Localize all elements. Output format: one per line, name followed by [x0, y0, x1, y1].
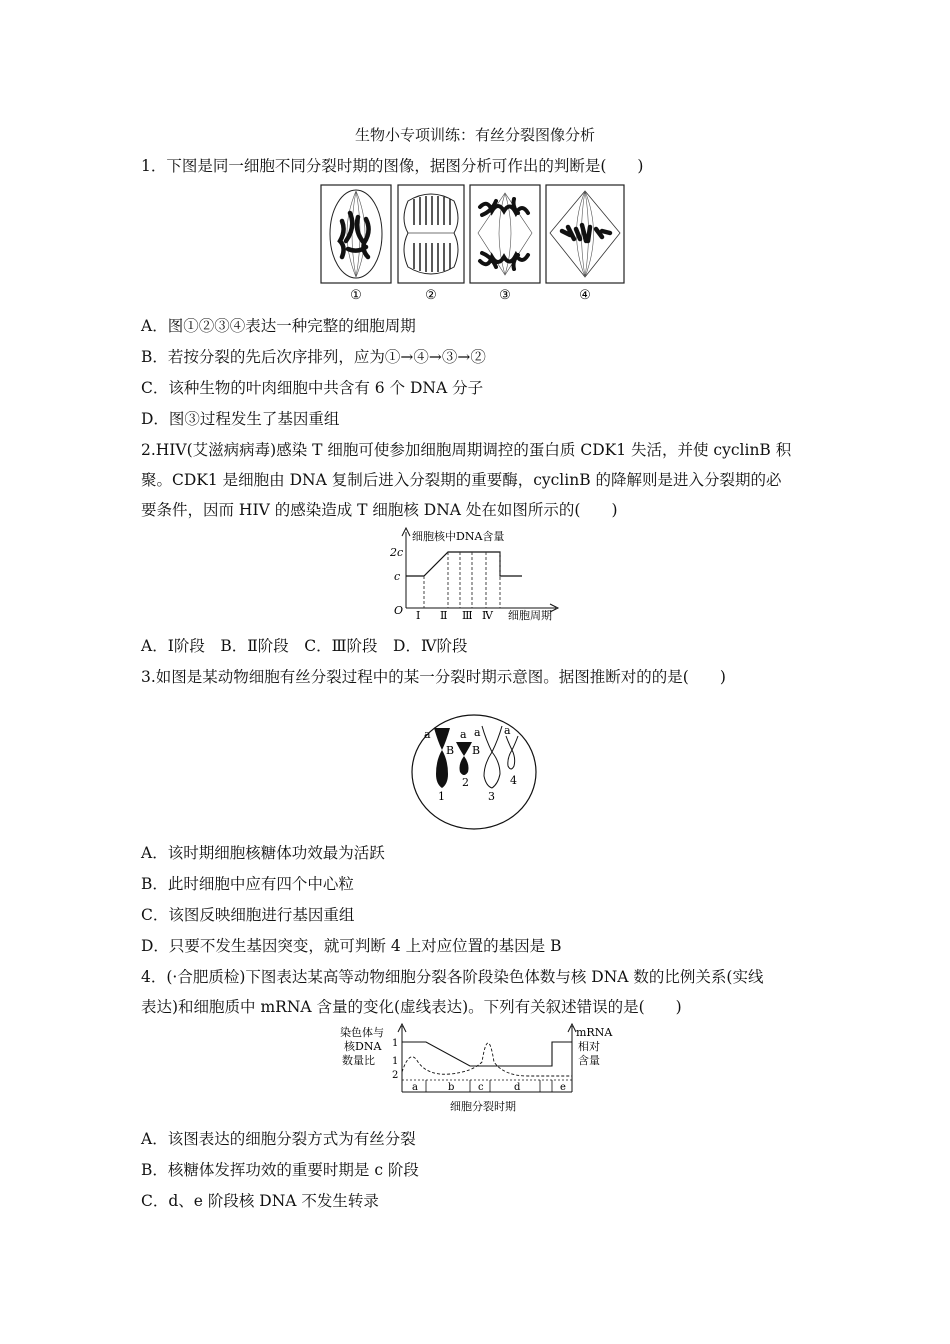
q2-options: A．Ⅰ阶段 B．Ⅱ阶段 C．Ⅲ阶段 D．Ⅳ阶段 — [141, 637, 468, 655]
chromosome-number-3: 3 — [488, 790, 495, 803]
gene-label-b-2: B — [472, 744, 481, 757]
gene-label-a-2: a — [460, 728, 467, 741]
q4-xtick-e: e — [560, 1082, 566, 1093]
q3-option-a: A．该时期细胞核糖体功效最为活跃 — [141, 844, 385, 862]
chromosome-number-2: 2 — [462, 776, 469, 789]
page-title: 生物小专项训练：有丝分裂图像分析 — [354, 126, 595, 144]
q1-option-c: C．该种生物的叶肉细胞中共含有 6 个 DNA 分子 — [141, 379, 484, 397]
q4-xtick-c: c — [478, 1082, 484, 1093]
gene-label-a-1: a — [424, 728, 431, 741]
q1-cell-figure — [318, 183, 630, 305]
gene-label-b-1: B — [446, 744, 455, 757]
q4-xtick-a: a — [412, 1082, 418, 1093]
q1-option-a: A．图①②③④表达一种完整的细胞周期 — [141, 317, 416, 335]
q2-xtick-3: Ⅲ — [462, 609, 473, 622]
cell-1-label: ① — [350, 288, 362, 303]
q4-left-label-1: 染色体与 — [340, 1026, 384, 1039]
q2-dna-graph — [388, 526, 568, 622]
chromosome-number-1: 1 — [438, 790, 445, 803]
cell-4-image — [546, 185, 624, 283]
q2-ytick-c: c — [394, 570, 401, 583]
q2-xtick-2: Ⅱ — [440, 609, 448, 622]
q4-right-label-3: 含量 — [578, 1054, 600, 1067]
q4-xtick-d: d — [514, 1082, 521, 1093]
q3-cell-figure — [408, 712, 540, 832]
q4-ratio-graph — [338, 1022, 616, 1118]
q2-xlabel: 细胞周期 — [508, 609, 552, 622]
chromosome-3 — [482, 726, 502, 788]
q4-option-b: B．核糖体发挥功效的重要时期是 c 阶段 — [141, 1161, 419, 1179]
chromosome-2 — [456, 742, 472, 775]
q3-stem: 3.如图是某动物细胞有丝分裂过程中的某一分裂时期示意图。据图推断对的的是( ) — [141, 668, 726, 686]
q1-option-d: D．图③过程发生了基因重组 — [141, 410, 340, 428]
q2-xtick-1: Ⅰ — [416, 609, 421, 622]
chromosome-1 — [434, 728, 450, 788]
q4-right-label-2: 相对 — [578, 1040, 600, 1053]
q4-stem-line-2: 表达)和细胞质中 mRNA 含量的变化(虚线表达)。下列有关叙述错误的是( ) — [141, 998, 682, 1016]
q2-ylabel: 细胞核中DNA含量 — [412, 530, 505, 543]
cell-3-label: ③ — [499, 288, 511, 303]
q1-stem: 1．下图是同一细胞不同分裂时期的图像，据图分析可作出的判断是( ) — [141, 157, 644, 175]
gene-label-a-4: a — [504, 724, 511, 737]
cell-2-label: ② — [425, 288, 437, 303]
q4-ytick-1: 1 — [392, 1038, 399, 1049]
q4-xtick-b: b — [448, 1082, 455, 1093]
q2-xtick-4: Ⅳ — [482, 609, 493, 622]
q4-stem-line-1: 4．(·合肥质检)下图表达某高等动物细胞分裂各阶段染色体数与核 DNA 数的比例关系(实线 — [141, 968, 764, 986]
q2-stem-line-2: 聚。CDK1 是细胞由 DNA 复制后进入分裂期的重要酶，cyclinB 的降解则是进入分裂期的必 — [141, 471, 782, 489]
q4-left-label-2: 核DNA — [344, 1040, 382, 1053]
q2-origin: O — [394, 604, 404, 617]
cell-4-label: ④ — [579, 288, 591, 303]
q3-option-d: D．只要不发生基因突变，就可判断 4 上对应位置的基因是 B — [141, 937, 562, 955]
chromosome-number-4: 4 — [510, 774, 517, 787]
q4-xlabel: 细胞分裂时期 — [450, 1100, 516, 1113]
q4-option-c: C．d、e 阶段核 DNA 不发生转录 — [141, 1192, 379, 1210]
q4-option-a: A．该图表达的细胞分裂方式为有丝分裂 — [141, 1130, 416, 1148]
q4-left-label-3: 数量比 — [342, 1054, 375, 1067]
q2-ytick-2c: 2c — [390, 546, 404, 559]
gene-label-a-3: a — [474, 726, 481, 739]
q3-option-b: B．此时细胞中应有四个中心粒 — [141, 875, 354, 893]
q2-stem-line-3: 要条件，因而 HIV 的感染造成 T 细胞核 DNA 处在如图所示的( ) — [141, 501, 618, 519]
cell-2-image — [398, 185, 464, 283]
q4-ytick-half-den: 2 — [392, 1070, 399, 1081]
q3-option-c: C．该图反映细胞进行基因重组 — [141, 906, 355, 924]
cell-3-image — [470, 185, 540, 283]
q2-stem-line-1: 2.HIV(艾滋病病毒)感染 T 细胞可使参加细胞周期调控的蛋白质 CDK1 失活，并使 cyclinB 积 — [141, 441, 792, 459]
q4-right-label-1: mRNA — [576, 1026, 613, 1039]
q4-ytick-half-num: 1 — [392, 1056, 399, 1067]
q1-option-b: B．若按分裂的先后次序排列，应为①→④→③→② — [141, 348, 486, 366]
cell-1-image — [321, 185, 391, 283]
chromosome-4 — [506, 736, 518, 769]
